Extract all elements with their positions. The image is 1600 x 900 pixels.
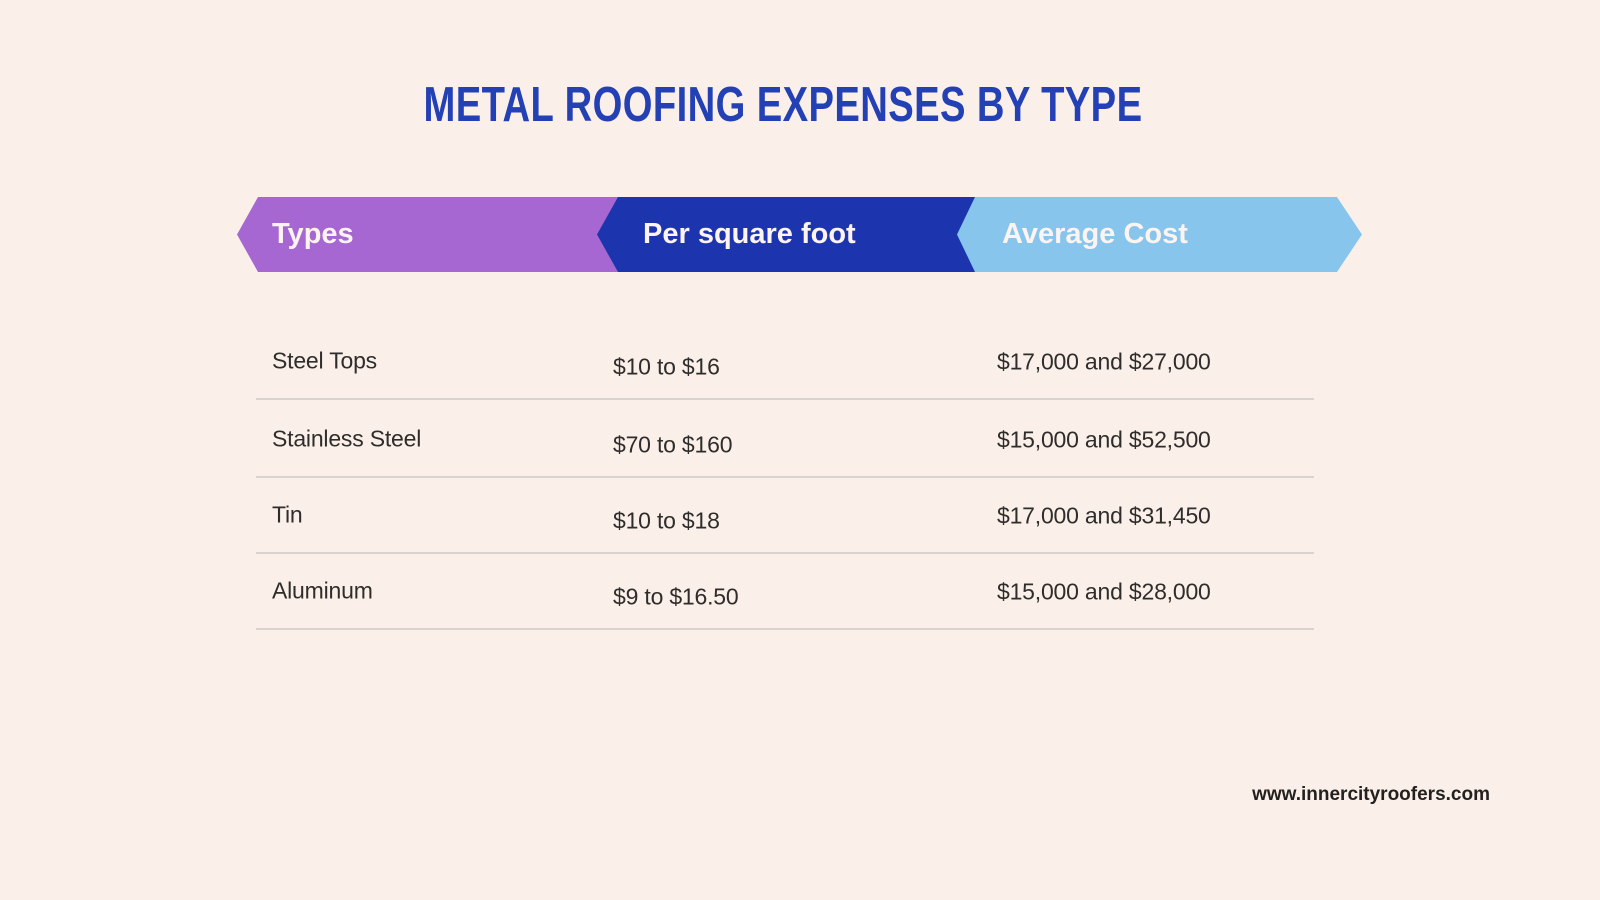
cell-type: Tin	[272, 501, 303, 528]
cost-table	[256, 0, 1314, 900]
footer-url: www.innercityroofers.com	[1252, 784, 1490, 805]
cell-per-square-foot: $70 to $160	[613, 431, 733, 458]
table-row	[256, 554, 1314, 630]
cell-average-cost: $17,000 and $27,000	[997, 348, 1211, 375]
table-row	[256, 478, 1314, 554]
cell-per-square-foot: $10 to $16	[613, 353, 720, 380]
cell-average-cost: $15,000 and $52,500	[997, 426, 1211, 453]
page-title: METAL ROOFING EXPENSES BY TYPE	[423, 78, 1143, 132]
cell-type: Aluminum	[272, 577, 373, 604]
cell-type: Stainless Steel	[272, 425, 422, 452]
cell-average-cost: $15,000 and $28,000	[997, 578, 1211, 605]
header-label-average-cost: Average Cost	[1002, 218, 1188, 250]
cell-per-square-foot: $10 to $18	[613, 507, 720, 534]
header-label-per-square-foot: Per square foot	[643, 218, 856, 250]
table-row	[256, 402, 1314, 478]
table-row	[256, 324, 1314, 400]
header-label-types: Types	[272, 218, 354, 250]
cell-per-square-foot: $9 to $16.50	[613, 583, 739, 610]
cell-average-cost: $17,000 and $31,450	[997, 502, 1211, 529]
cell-type: Steel Tops	[272, 347, 377, 374]
